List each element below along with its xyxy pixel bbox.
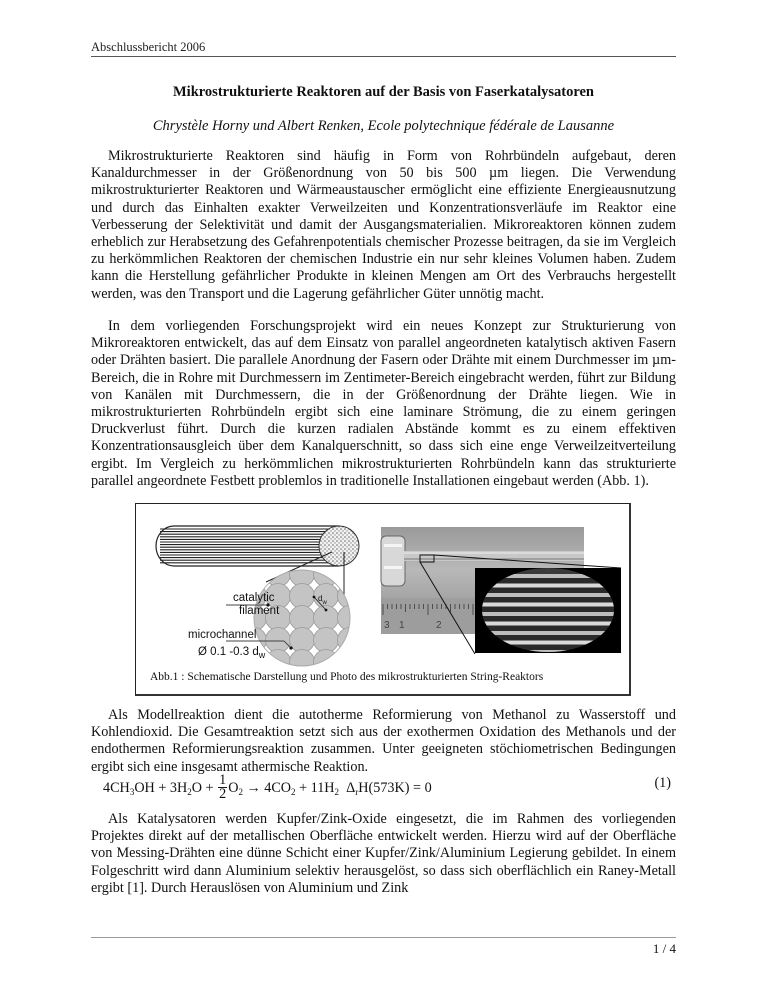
figure-graphics bbox=[136, 504, 632, 697]
ruler-label-2: 2 bbox=[436, 620, 442, 631]
label-catalytic: catalytic bbox=[233, 592, 275, 604]
filament-circle bbox=[338, 584, 363, 609]
filament-circle bbox=[290, 584, 315, 609]
label-wire-diameter: $d_w$ bbox=[318, 594, 327, 606]
paragraph-concept: In dem vorliegenden Forschungsprojekt wird ein neues Konzept zur Strukturierung von Mikroreaktoren entwickelt, das auf dem Einsatz von parallel angeordneten katalytisch aktiven Fasern oder Drähten basiert. Die parallele Anordnung der Fasern oder Drähte mit einem Durchmesser im µm-Bereich, die in Rohre mit Durchmessern im Zentimeter-Bereich eingebracht werden, führt zur Bildung von Kanälen mit Durchmessern, die in der Größenordnung der Drähte liegen. Wie in mikrostrukturierten Rohrbündeln ergibt sich eine laminare Strömung, die zu einem geringen Druckverlust führt. Durch die kurzen radialen Abstände kommt es zu einem effektiven Konzentrationsausgleich über dem Kanalquerschnitt, so dass sich eine enge Verweilzeitverteilung ergibt. Im Vergleich zu herkömmlichen mikrostrukturierten Rohrbündeln kann das strukturierte parallel angeordnete Festbett problemlos in traditionelle Installationen eingebaut werden (Abb. 1). bbox=[91, 318, 676, 489]
filament-stripe bbox=[482, 622, 614, 626]
equation-1 bbox=[103, 772, 676, 806]
equation-body: $4CH_3OH + 3H_2O$ + $\frac{1}{2}$ $O_2 \to 4CO_2 + 11H_2$ $\Delta_rH(573K) = 0$ bbox=[103, 772, 432, 802]
magnified-filament-photo bbox=[475, 568, 621, 660]
article-authors: Chrystèle Horny und Albert Renken, Ecole polytechnique fédérale de Lausanne bbox=[152, 118, 615, 134]
ruler-label-3: 3 bbox=[384, 620, 390, 631]
equation-number: (1) bbox=[654, 775, 671, 791]
label-microchannel: microchannel bbox=[188, 629, 257, 641]
filament-stripe bbox=[482, 584, 614, 588]
filament-circle bbox=[290, 628, 315, 653]
paragraph-catalysts: Als Katalysatoren werden Kupfer/Zink-Oxide eingesetzt, die im Rahmen des vorliegenden Projektes direkt auf der metallischen Oberfläche entwickelt werden. Hierzu wird auf der Oberfläche von Messing-Drähten eine dünne Schicht einer Kupfer/Zink/Aluminium Legierung gebildet. In einem Folgeschritt wird dann Aluminium selektiv herausgelöst, so dass sich oberflächlich ein Raney-Metall ergibt [1]. Durch Herauslösen von Aluminium und Zink bbox=[91, 811, 676, 896]
filament-circle bbox=[290, 606, 315, 631]
filament-stripe bbox=[482, 593, 614, 597]
footer-divider bbox=[91, 937, 676, 938]
paragraph-intro: Mikrostrukturierte Reaktoren sind häufig in Form von Rohrbündeln aufgebaut, deren Kanaldurchmesser in der Größenordnung von 50 bis 500 µm liegen. Die Verwendung mikrostrukturierter Reaktoren und Wärmeaustauscher ermöglicht eine effiziente Energieausnutzung und durch das Einhalten exakter Verweilzeiten und Konzentrationsverläufe im Reaktor eine Verbesserung der Selektivität und damit der Ausgangsmaterialien. Mikroreaktoren können zudem erheblich zur Herabsetzung des Gefahrenpotentials chemischer Prozesse beitragen, da sie im Vergleich zu herkömmlichen Reaktoren der chemischen Industrie ein nur sehr kleines Volumen haben. Zudem kann die Herstellung gefährlicher Produkte in kleinen Mengen am Ort des Verbrauchs hergestellt werden, was den Transport und die Lagerung gefährlicher Güter unnötig macht. bbox=[91, 148, 676, 302]
filament-stripe bbox=[482, 612, 614, 616]
figure-1 bbox=[135, 503, 631, 696]
fiber-bundle-illustration bbox=[156, 526, 359, 566]
label-channel-diameter: Ø 0.1 -0.3 $d_w$ bbox=[198, 646, 266, 660]
figure-caption: Abb.1 : Schematische Darstellung und Photo des mikrostrukturierten String-Reaktors bbox=[150, 671, 544, 683]
header-divider bbox=[91, 56, 676, 57]
filament-stripe bbox=[482, 603, 614, 607]
running-header: Abschlussbericht 2006 bbox=[91, 40, 206, 54]
paragraph-model-reaction: Als Modellreaktion dient die autotherme Reformierung von Methanol zu Wasserstoff und Kohlendioxid. Die Gesamtreaktion setzt sich aus der exothermen Oxidation des Methanols und der endothermen Reformierungsreaktion zusammen. Unter geeigneten stöchiometrischen Bedingungen ergibt sich eine insgesamt athermische Reaktion. bbox=[91, 707, 676, 775]
ruler-label-1: 1 bbox=[399, 620, 405, 631]
page-number: 1 / 4 bbox=[652, 941, 676, 956]
label-filament: filament bbox=[239, 605, 280, 617]
filament-stripe bbox=[482, 631, 614, 635]
filament-circle bbox=[338, 628, 363, 653]
article-title: Mikrostrukturierte Reaktoren auf der Basis von Faserkatalysatoren bbox=[172, 84, 594, 100]
fraction-one-half: $\frac{1}{2}$ bbox=[219, 772, 227, 802]
filament-circle bbox=[314, 628, 339, 653]
filament-circle bbox=[266, 628, 291, 653]
